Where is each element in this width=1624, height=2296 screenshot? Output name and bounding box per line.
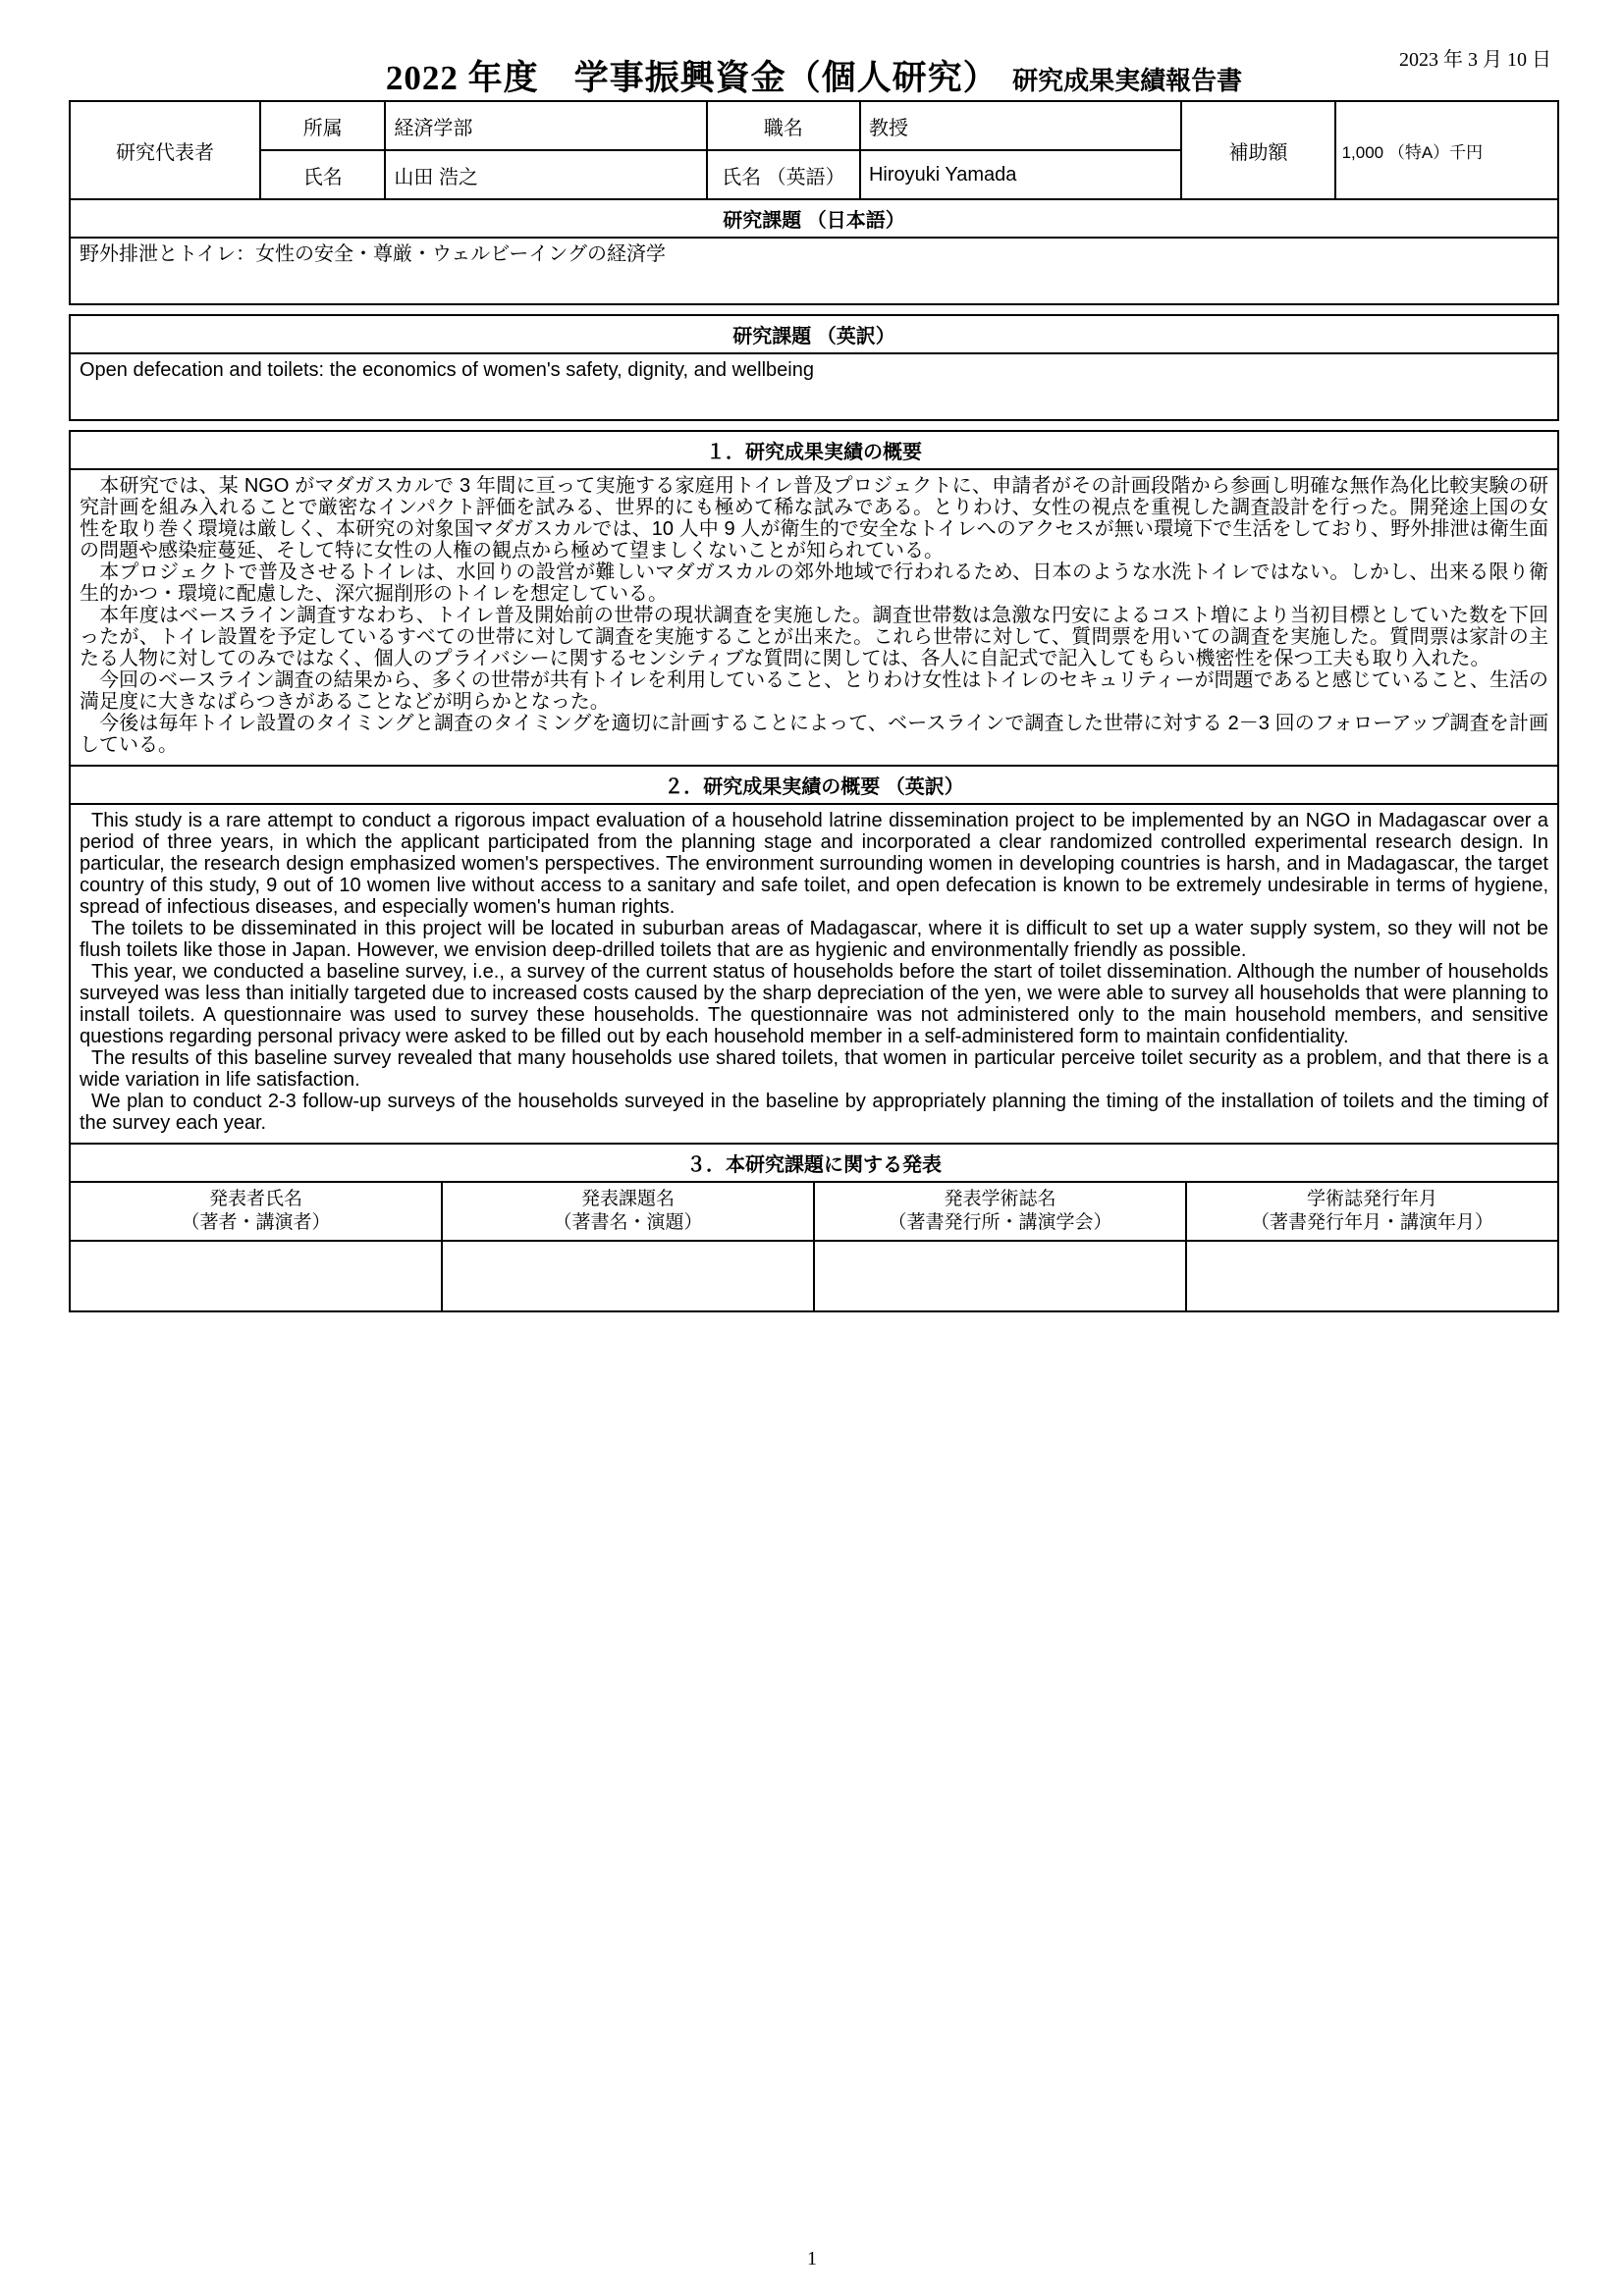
document-title [69, 43, 1559, 100]
column-header-line: （著書名・演題） [553, 1212, 703, 1233]
page-number: 1 [807, 2248, 817, 2269]
position-value: 教授 [860, 101, 1181, 150]
presentation-cell [442, 1241, 814, 1311]
summary-en-paragraph: This year, we conducted a baseline survey, i.e., a survey of the current status of households before the start of toilet dissemination. Although the number of households surveyed was less than initially targeted due to increased costs caused by the sharp depreciation of the yen, we were able to survey all households that were planning to install toilets. A questionnaire was used to survey these households. The questionnaire was not administered only to the main household members, and sensitive questions regarding personal privacy were asked to be filled out by each household member in a self-administered form to maintain confidentiality. [80, 961, 1548, 1047]
summary-en-paragraph: We plan to conduct 2-3 follow-up surveys of the households surveyed in the baseline by appropriately planning the timing of the installation of toilets and the timing of the survey each year. [80, 1091, 1548, 1134]
summary-ja-text [69, 468, 1559, 767]
summary-ja-paragraph: 本研究では、某 NGO がマダガスカルで 3 年間に亘って実施する家庭用トイレ普及プロジェクトに、申請者がその計画段階から参画し明確な無作為化比較実験の研究計画を組み入れることで厳密なインパクト評価を試みる、世界的にも極めて稀な試みである。とりわけ、女性の視点を重視した調査設計を行った。開発途上国の女性を取り巻く環境は厳しく、本研究の対象国マダガスカルでは、10 人中 9 人が衛生的で安全なトイレへのアクセスが無い環境下で生活をしており、野外排泄は衛生面の問題や感染症蔓延、そして特に女性の人権の観点から極めて望ましくないことが知られている。 [80, 475, 1548, 561]
affiliation-value: 経済学部 [385, 101, 706, 150]
section-header-summary-ja: １．研究成果実績の概要 [69, 430, 1559, 470]
section-header-topic-ja: 研究課題 （日本語） [69, 198, 1559, 239]
summary-ja-paragraph: 今回のベースライン調査の結果から、多くの世帯が共有トイレを利用していること、とりわけ女性はトイレのセキュリティーが問題であると感じていること、生活の満足度に大きなばらつきがあることなどが明らかとなった。 [80, 669, 1548, 713]
document-date: 2023 年 3 月 10 日 [1399, 49, 1551, 71]
presentations-empty-row [70, 1241, 1558, 1311]
presentations-table [69, 1181, 1559, 1312]
section-header-summary-en: ２．研究成果実績の概要 （英訳） [69, 765, 1559, 805]
summary-ja-paragraph: 本プロジェクトで普及させるトイレは、水回りの設営が難しいマダガスカルの郊外地域で行われるため、日本のような水洗トイレではない。しかし、出来る限り衛生的かつ・環境に配慮した、深穴掘削形のトイレを想定している。 [80, 561, 1548, 605]
topic-en-value: Open defecation and toilets: the economics of women's safety, dignity, and wellbeing [69, 352, 1559, 421]
topic-ja-value: 野外排泄とトイレ：女性の安全・尊厳・ウェルビーイングの経済学 [69, 237, 1559, 305]
summary-en-paragraph: This study is a rare attempt to conduct a rigorous impact evaluation of a household latrine dissemination project to be implemented by an NGO in Madagascar over a period of three years, in which the applicant participated from the planning stage and incorporated a clear randomized controlled experimental research design. In particular, the research design emphasized women's perspectives. The environment surrounding women in developing countries is harsh, and in Madagascar, the target country of this study, 9 out of 10 women live without access to a sanitary and safe toilet, and open defecation is known to be extremely undesirable in terms of hygiene, spread of infectious diseases, and especially women's human rights. [80, 810, 1548, 918]
name-label: 氏名 [260, 150, 385, 199]
presentation-cell [70, 1241, 442, 1311]
column-header-line: （著者・講演者） [181, 1212, 331, 1233]
column-header-line: （著書発行所・講演学会） [888, 1212, 1112, 1233]
column-header-title [442, 1182, 814, 1241]
column-header-presenter [70, 1182, 442, 1241]
presentation-cell [1186, 1241, 1558, 1311]
researcher-info-table [69, 100, 1559, 200]
position-label: 職名 [707, 101, 860, 150]
column-header-journal [814, 1182, 1186, 1241]
summary-ja-paragraph: 本年度はベースライン調査すなわち、トイレ普及開始前の世帯の現状調査を実施した。調査世帯数は急激な円安によるコスト増により当初目標としていた数を下回ったが、トイレ設置を予定しているすべての世帯に対して調査を実施することが出来た。これら世帯に対して、質問票を用いての調査を実施した。質問票は家計の主たる人物に対してのみではなく、個人のプライバシーに関するセンシティブな質問に関しては、各人に自記式で記入してもらい機密性を保つ工夫も取り入れた。 [80, 605, 1548, 669]
column-header-line: 発表学術誌名 [944, 1189, 1056, 1209]
subsidy-value: 1,000 （特A）千円 [1335, 101, 1558, 199]
page-header [69, 43, 1559, 98]
summary-ja-paragraph: 今後は毎年トイレ設置のタイミングと調査のタイミングを適切に計画することによって、ベースラインで調査した世帯に対する 2－3 回のフォローアップ調査を計画している。 [80, 713, 1548, 756]
subsidy-label: 補助額 [1181, 101, 1334, 199]
presentation-cell [814, 1241, 1186, 1311]
affiliation-label: 所属 [260, 101, 385, 150]
column-header-line: 学術誌発行年月 [1306, 1189, 1437, 1209]
name-en-value: Hiroyuki Yamada [860, 150, 1181, 199]
column-header-line: 発表課題名 [580, 1189, 675, 1209]
column-header-line: （著書発行年月・講演年月） [1250, 1212, 1493, 1233]
info-row-1 [70, 101, 1558, 150]
section-header-topic-en: 研究課題 （英訳） [69, 314, 1559, 354]
summary-en-paragraph: The toilets to be disseminated in this project will be located in suburban areas of Madagascar, where it is difficult to set up a water supply system, so they will not be flush toilets like those in Japan. However, we envision deep-drilled toilets that are as hygienic and environmentally friendly as possible. [80, 918, 1548, 961]
summary-en-text [69, 803, 1559, 1145]
presentations-header-row [70, 1182, 1558, 1241]
name-value: 山田 浩之 [385, 150, 706, 199]
section-header-presentations: ３．本研究課題に関する発表 [69, 1143, 1559, 1183]
column-header-date [1186, 1182, 1558, 1241]
title-sub: 研究成果実績報告書 [1012, 67, 1243, 95]
title-main: 2022 年度 学事振興資金（個人研究） [385, 59, 999, 97]
name-en-label: 氏名 （英語） [707, 150, 860, 199]
summary-en-paragraph: The results of this baseline survey revealed that many households use shared toilets, that women in particular perceive toilet security as a problem, and that there is a wide variation in life satisfaction. [80, 1047, 1548, 1091]
representative-label: 研究代表者 [70, 101, 260, 199]
column-header-line: 発表者氏名 [208, 1189, 302, 1209]
